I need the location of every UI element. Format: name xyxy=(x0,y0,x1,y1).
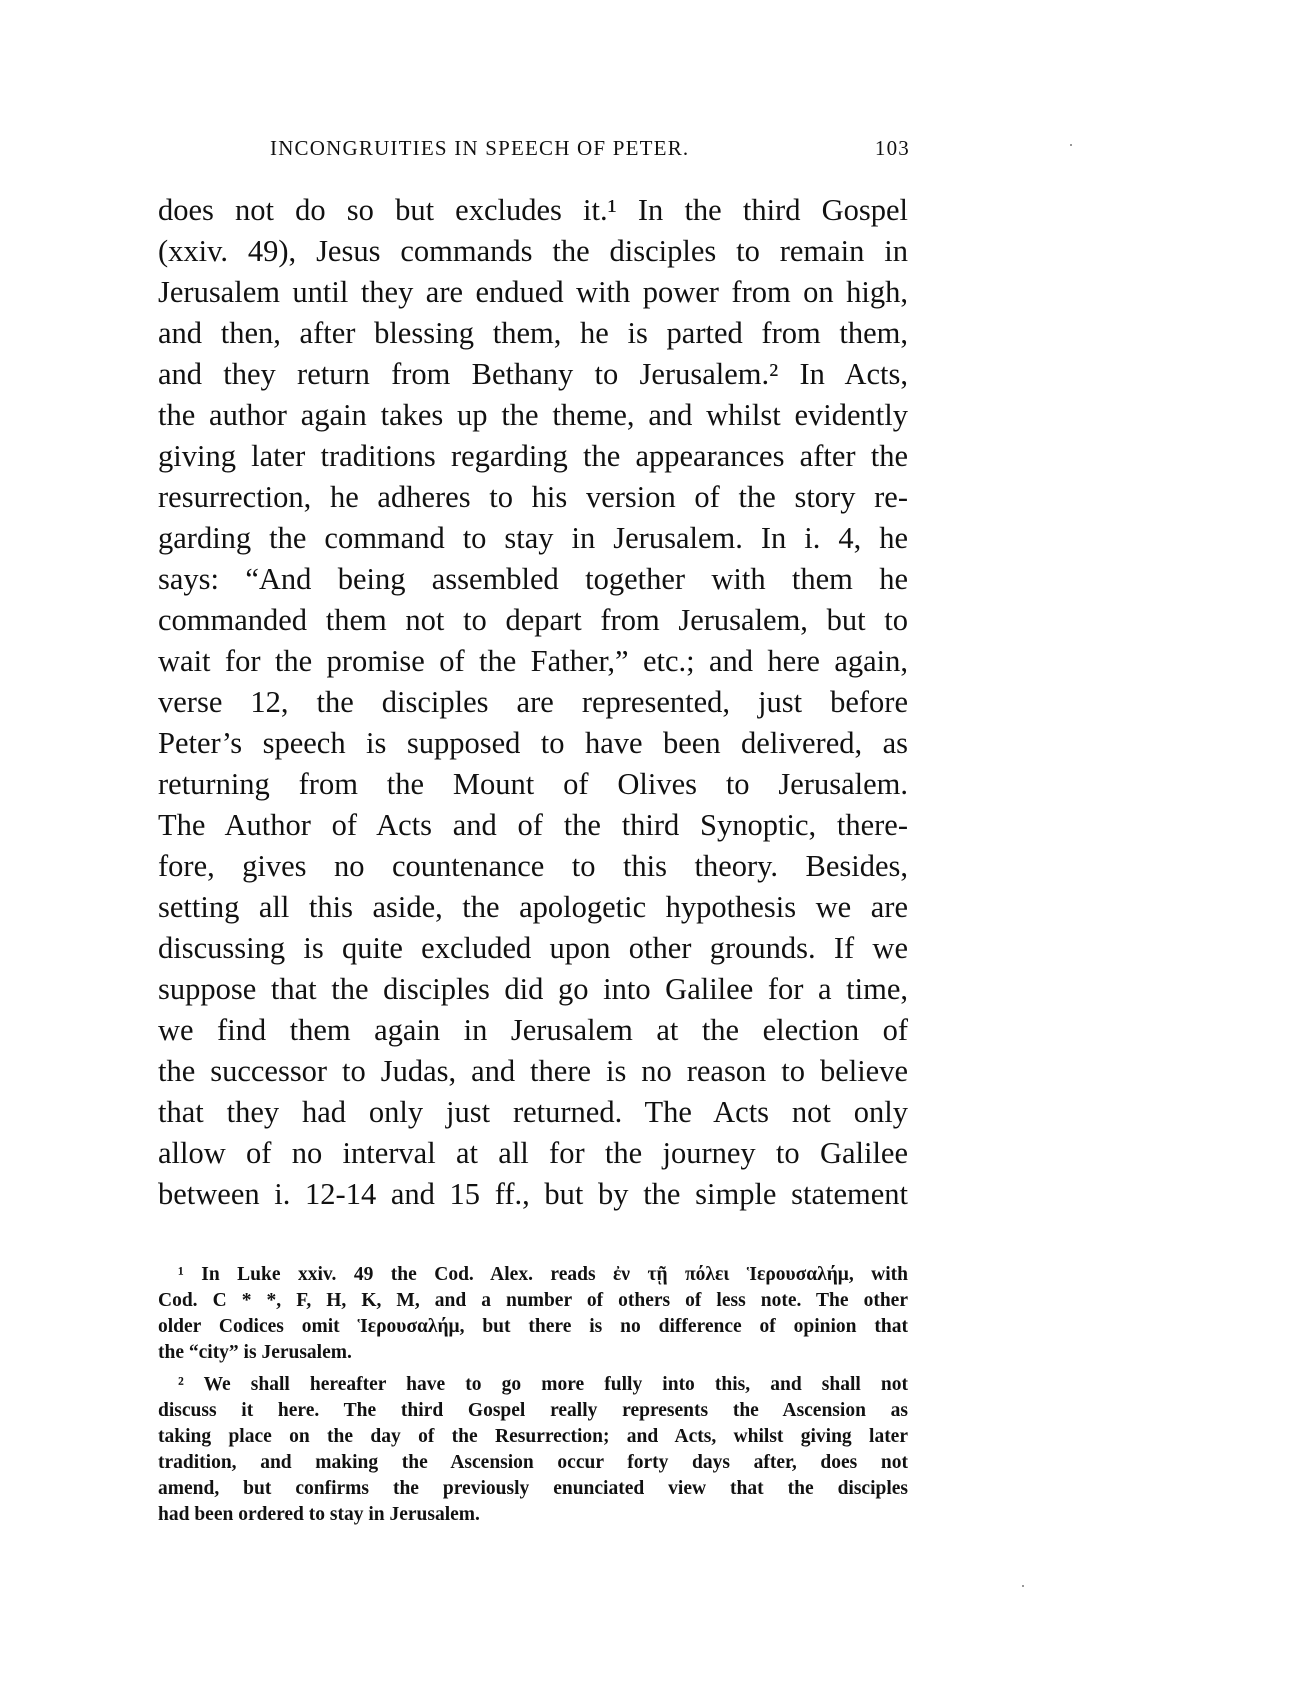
running-header xyxy=(270,136,910,166)
body-line: discussing is quite excluded upon other grounds. If we xyxy=(158,931,908,965)
page-number: 103 xyxy=(874,136,910,160)
footnotes xyxy=(158,1262,908,1528)
body-line: says: “And being assembled together with them he xyxy=(158,562,908,596)
scan-speck xyxy=(1070,144,1072,146)
body-line: and they return from Bethany to Jerusalem.² In Acts, xyxy=(158,357,908,391)
body-line: does not do so but excludes it.¹ In the third Gospel xyxy=(158,193,908,227)
footnote-1-line: Cod. C * *, F, H, K, M, and a number of others of less note. The other xyxy=(158,1290,908,1311)
body-line: Jerusalem until they are endued with power from on high, xyxy=(158,275,908,309)
body-line: and then, after blessing them, he is parted from them, xyxy=(158,316,908,350)
body-line: garding the command to stay in Jerusalem. In i. 4, he xyxy=(158,521,908,555)
body-line: The Author of Acts and of the third Synoptic, there- xyxy=(158,808,908,842)
body-line: the author again takes up the theme, and whilst evidently xyxy=(158,398,908,432)
body-line: that they had only just returned. The Acts not only xyxy=(158,1095,908,1129)
footnote-1-line: older Codices omit Ἱερουσαλήμ, but there is no difference of opinion that xyxy=(158,1316,908,1337)
body-line: returning from the Mount of Olives to Jerusalem. xyxy=(158,767,908,801)
footnote-2-line: discuss it here. The third Gospel really represents the Ascension as xyxy=(158,1400,908,1421)
body-text xyxy=(158,190,908,1215)
scan-speck xyxy=(1022,1585,1024,1587)
footnote-2-line: tradition, and making the Ascension occur forty days after, does not xyxy=(158,1452,908,1473)
body-line: verse 12, the disciples are represented, just before xyxy=(158,685,908,719)
footnote-1-line: the “city” is Jerusalem. xyxy=(158,1342,352,1363)
footnote-1-line: ¹ In Luke xxiv. 49 the Cod. Alex. reads ἐν τῇ πόλει Ἱερουσαλήμ, with xyxy=(178,1264,908,1285)
body-line: (xxiv. 49), Jesus commands the disciples to remain in xyxy=(158,234,908,268)
body-line: setting all this aside, the apologetic hypothesis we are xyxy=(158,890,908,924)
body-line: suppose that the disciples did go into Galilee for a time, xyxy=(158,972,908,1006)
footnote-2-line: ² We shall hereafter have to go more fully into this, and shall not xyxy=(178,1374,908,1395)
footnote-2-line: taking place on the day of the Resurrection; and Acts, whilst giving later xyxy=(158,1426,908,1447)
footnote-2-line: had been ordered to stay in Jerusalem. xyxy=(158,1504,480,1525)
body-line: giving later traditions regarding the appearances after the xyxy=(158,439,908,473)
body-line: allow of no interval at all for the journey to Galilee xyxy=(158,1136,908,1170)
body-line: commanded them not to depart from Jerusalem, but to xyxy=(158,603,908,637)
body-line: we find them again in Jerusalem at the election of xyxy=(158,1013,908,1047)
body-line: the successor to Judas, and there is no reason to believe xyxy=(158,1054,908,1088)
body-line: wait for the promise of the Father,” etc.; and here again, xyxy=(158,644,908,678)
body-line: resurrection, he adheres to his version of the story re- xyxy=(158,480,908,514)
body-line: Peter’s speech is supposed to have been delivered, as xyxy=(158,726,908,760)
body-line: fore, gives no countenance to this theory. Besides, xyxy=(158,849,908,883)
footnote-2-line: amend, but confirms the previously enunciated view that the disciples xyxy=(158,1478,908,1499)
running-title: INCONGRUITIES IN SPEECH OF PETER. xyxy=(270,136,690,160)
body-line: between i. 12-14 and 15 ff., but by the simple statement xyxy=(158,1177,908,1211)
